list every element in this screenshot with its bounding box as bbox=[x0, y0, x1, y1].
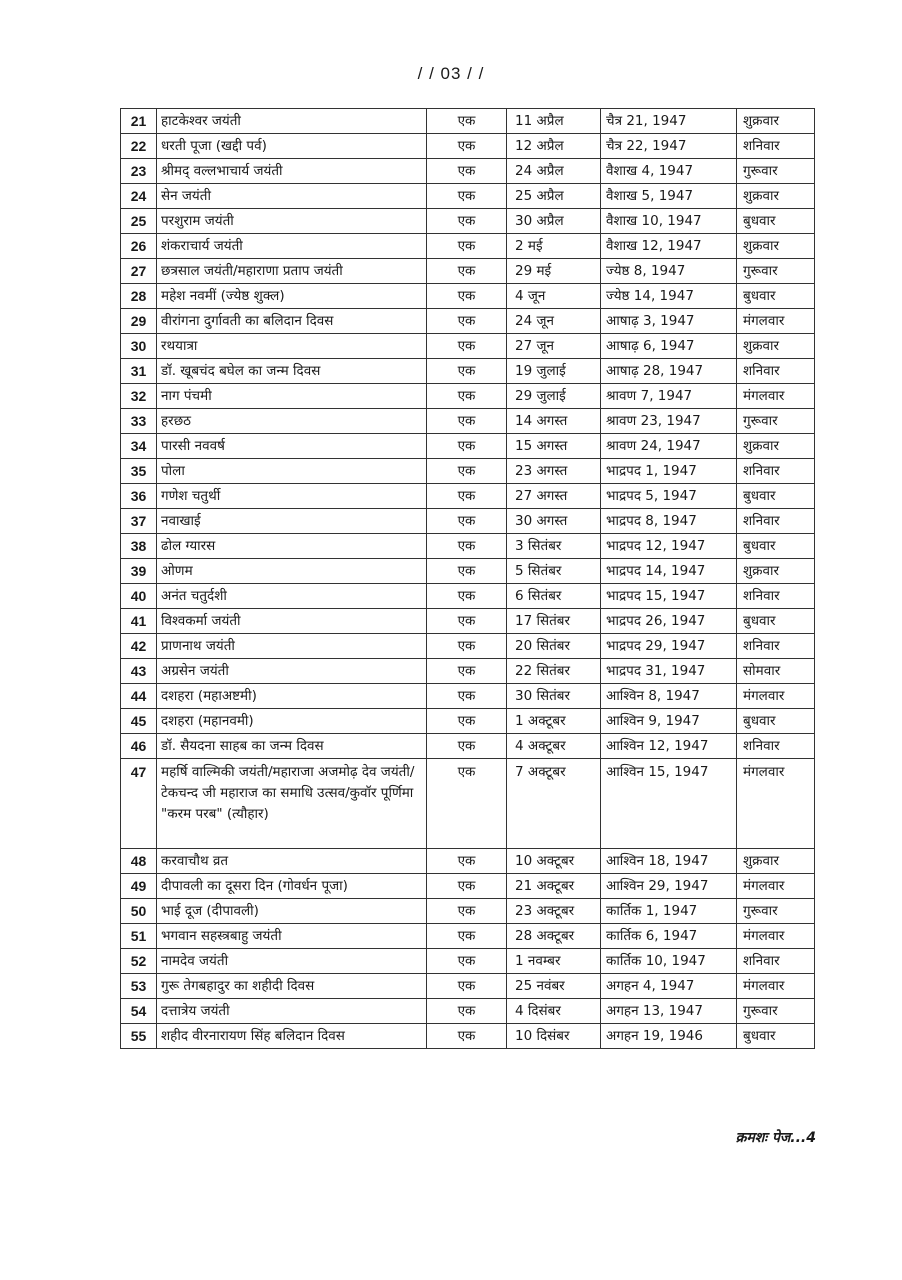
serial-number-cell: 40 bbox=[121, 584, 157, 609]
weekday-cell: शुक्रवार bbox=[737, 109, 815, 134]
date-cell: 30 सितंबर bbox=[507, 684, 601, 709]
weekday-cell: बुधवार bbox=[737, 534, 815, 559]
day-count-cell: एक bbox=[427, 999, 507, 1024]
table-row bbox=[121, 259, 815, 284]
weekday-cell: मंगलवार bbox=[737, 684, 815, 709]
holiday-name-cell: विश्वकर्मा जयंती bbox=[157, 609, 427, 634]
table-row bbox=[121, 559, 815, 584]
saka-date-cell: चैत्र 21, 1947 bbox=[601, 109, 737, 134]
serial-number-cell: 32 bbox=[121, 384, 157, 409]
date-cell: 10 दिसंबर bbox=[507, 1024, 601, 1049]
holiday-name-cell: ढोल ग्यारस bbox=[157, 534, 427, 559]
saka-date-cell: भाद्रपद 5, 1947 bbox=[601, 484, 737, 509]
saka-date-cell: आश्विन 8, 1947 bbox=[601, 684, 737, 709]
date-cell: 14 अगस्त bbox=[507, 409, 601, 434]
saka-date-cell: भाद्रपद 26, 1947 bbox=[601, 609, 737, 634]
date-cell: 23 अगस्त bbox=[507, 459, 601, 484]
table-row bbox=[121, 309, 815, 334]
holiday-name-cell: भगवान सहस्त्रबाहु जयंती bbox=[157, 924, 427, 949]
table-row bbox=[121, 359, 815, 384]
saka-date-cell: भाद्रपद 31, 1947 bbox=[601, 659, 737, 684]
date-cell: 1 अक्टूबर bbox=[507, 709, 601, 734]
holiday-table-body bbox=[121, 109, 815, 1049]
saka-date-cell: वैशाख 5, 1947 bbox=[601, 184, 737, 209]
serial-number-cell: 23 bbox=[121, 159, 157, 184]
serial-number-cell: 47 bbox=[121, 759, 157, 849]
table-row bbox=[121, 509, 815, 534]
weekday-cell: शनिवार bbox=[737, 134, 815, 159]
day-count-cell: एक bbox=[427, 949, 507, 974]
saka-date-cell: आषाढ़ 28, 1947 bbox=[601, 359, 737, 384]
table-row bbox=[121, 634, 815, 659]
saka-date-cell: कार्तिक 10, 1947 bbox=[601, 949, 737, 974]
saka-date-cell: भाद्रपद 12, 1947 bbox=[601, 534, 737, 559]
holiday-name-cell: पारसी नववर्ष bbox=[157, 434, 427, 459]
date-cell: 21 अक्टूबर bbox=[507, 874, 601, 899]
holiday-name-cell: धरती पूजा (खद्दी पर्व) bbox=[157, 134, 427, 159]
date-cell: 2 मई bbox=[507, 234, 601, 259]
table-row bbox=[121, 709, 815, 734]
serial-number-cell: 36 bbox=[121, 484, 157, 509]
saka-date-cell: आश्विन 18, 1947 bbox=[601, 849, 737, 874]
serial-number-cell: 26 bbox=[121, 234, 157, 259]
table-row bbox=[121, 849, 815, 874]
serial-number-cell: 45 bbox=[121, 709, 157, 734]
day-count-cell: एक bbox=[427, 874, 507, 899]
day-count-cell: एक bbox=[427, 1024, 507, 1049]
saka-date-cell: कार्तिक 6, 1947 bbox=[601, 924, 737, 949]
table-row bbox=[121, 534, 815, 559]
saka-date-cell: आषाढ़ 6, 1947 bbox=[601, 334, 737, 359]
holiday-name-cell: श्रीमद् वल्लभाचार्य जयंती bbox=[157, 159, 427, 184]
weekday-cell: शनिवार bbox=[737, 584, 815, 609]
date-cell: 15 अगस्त bbox=[507, 434, 601, 459]
saka-date-cell: ज्येष्ठ 8, 1947 bbox=[601, 259, 737, 284]
holiday-name-cell: रथयात्रा bbox=[157, 334, 427, 359]
day-count-cell: एक bbox=[427, 359, 507, 384]
serial-number-cell: 30 bbox=[121, 334, 157, 359]
holiday-name-cell: हरछठ bbox=[157, 409, 427, 434]
day-count-cell: एक bbox=[427, 484, 507, 509]
date-cell: 3 सितंबर bbox=[507, 534, 601, 559]
table-row bbox=[121, 584, 815, 609]
day-count-cell: एक bbox=[427, 709, 507, 734]
table-row bbox=[121, 899, 815, 924]
day-count-cell: एक bbox=[427, 434, 507, 459]
holiday-name-cell: छत्रसाल जयंती/महाराणा प्रताप जयंती bbox=[157, 259, 427, 284]
holiday-name-cell: दीपावली का दूसरा दिन (गोवर्धन पूजा) bbox=[157, 874, 427, 899]
saka-date-cell: वैशाख 10, 1947 bbox=[601, 209, 737, 234]
serial-number-cell: 52 bbox=[121, 949, 157, 974]
table-row bbox=[121, 974, 815, 999]
date-cell: 29 मई bbox=[507, 259, 601, 284]
date-cell: 5 सितंबर bbox=[507, 559, 601, 584]
date-cell: 27 जून bbox=[507, 334, 601, 359]
table-row bbox=[121, 434, 815, 459]
day-count-cell: एक bbox=[427, 924, 507, 949]
table-row bbox=[121, 384, 815, 409]
day-count-cell: एक bbox=[427, 409, 507, 434]
serial-number-cell: 50 bbox=[121, 899, 157, 924]
saka-date-cell: श्रावण 24, 1947 bbox=[601, 434, 737, 459]
date-cell: 20 सितंबर bbox=[507, 634, 601, 659]
page-number: / / 03 / / bbox=[417, 64, 485, 83]
weekday-cell: सोमवार bbox=[737, 659, 815, 684]
serial-number-cell: 21 bbox=[121, 109, 157, 134]
serial-number-cell: 37 bbox=[121, 509, 157, 534]
day-count-cell: एक bbox=[427, 109, 507, 134]
saka-date-cell: आश्विन 29, 1947 bbox=[601, 874, 737, 899]
saka-date-cell: वैशाख 4, 1947 bbox=[601, 159, 737, 184]
holiday-name-cell: गणेश चतुर्थी bbox=[157, 484, 427, 509]
table-row bbox=[121, 949, 815, 974]
date-cell: 30 अप्रैल bbox=[507, 209, 601, 234]
date-cell: 1 नवम्बर bbox=[507, 949, 601, 974]
serial-number-cell: 53 bbox=[121, 974, 157, 999]
day-count-cell: एक bbox=[427, 459, 507, 484]
day-count-cell: एक bbox=[427, 134, 507, 159]
serial-number-cell: 29 bbox=[121, 309, 157, 334]
table-row bbox=[121, 284, 815, 309]
serial-number-cell: 55 bbox=[121, 1024, 157, 1049]
day-count-cell: एक bbox=[427, 634, 507, 659]
holiday-name-cell: शंकराचार्य जयंती bbox=[157, 234, 427, 259]
serial-number-cell: 48 bbox=[121, 849, 157, 874]
table-row bbox=[121, 209, 815, 234]
saka-date-cell: आश्विन 15, 1947 bbox=[601, 759, 737, 849]
date-cell: 24 जून bbox=[507, 309, 601, 334]
serial-number-cell: 33 bbox=[121, 409, 157, 434]
saka-date-cell: अगहन 19, 1946 bbox=[601, 1024, 737, 1049]
table-row bbox=[121, 459, 815, 484]
table-row bbox=[121, 134, 815, 159]
day-count-cell: एक bbox=[427, 684, 507, 709]
weekday-cell: शुक्रवार bbox=[737, 434, 815, 459]
saka-date-cell: भाद्रपद 15, 1947 bbox=[601, 584, 737, 609]
day-count-cell: एक bbox=[427, 284, 507, 309]
holiday-name-cell: नाग पंचमी bbox=[157, 384, 427, 409]
saka-date-cell: श्रावण 23, 1947 bbox=[601, 409, 737, 434]
table-row bbox=[121, 734, 815, 759]
weekday-cell: शनिवार bbox=[737, 949, 815, 974]
day-count-cell: एक bbox=[427, 659, 507, 684]
weekday-cell: मंगलवार bbox=[737, 874, 815, 899]
weekday-cell: गुरूवार bbox=[737, 899, 815, 924]
holiday-name-cell: दशहरा (महाअष्टमी) bbox=[157, 684, 427, 709]
serial-number-cell: 41 bbox=[121, 609, 157, 634]
table-row bbox=[121, 234, 815, 259]
serial-number-cell: 35 bbox=[121, 459, 157, 484]
weekday-cell: गुरूवार bbox=[737, 409, 815, 434]
holiday-name-cell: डॉ. सैयदना साहब का जन्म दिवस bbox=[157, 734, 427, 759]
weekday-cell: मंगलवार bbox=[737, 924, 815, 949]
table-row bbox=[121, 159, 815, 184]
weekday-cell: मंगलवार bbox=[737, 759, 815, 849]
table-row bbox=[121, 924, 815, 949]
weekday-cell: मंगलवार bbox=[737, 974, 815, 999]
date-cell: 25 अप्रैल bbox=[507, 184, 601, 209]
date-cell: 7 अक्टूबर bbox=[507, 759, 601, 849]
serial-number-cell: 27 bbox=[121, 259, 157, 284]
weekday-cell: गुरूवार bbox=[737, 259, 815, 284]
table-row bbox=[121, 1024, 815, 1049]
holiday-name-cell: ओणम bbox=[157, 559, 427, 584]
weekday-cell: शनिवार bbox=[737, 734, 815, 759]
date-cell: 17 सितंबर bbox=[507, 609, 601, 634]
day-count-cell: एक bbox=[427, 534, 507, 559]
date-cell: 19 जुलाई bbox=[507, 359, 601, 384]
weekday-cell: गुरूवार bbox=[737, 159, 815, 184]
holiday-name-cell: भाई दूज (दीपावली) bbox=[157, 899, 427, 924]
holiday-name-cell: सेन जयंती bbox=[157, 184, 427, 209]
serial-number-cell: 25 bbox=[121, 209, 157, 234]
table-row bbox=[121, 874, 815, 899]
holiday-name-cell: पोला bbox=[157, 459, 427, 484]
table-row bbox=[121, 999, 815, 1024]
day-count-cell: एक bbox=[427, 209, 507, 234]
day-count-cell: एक bbox=[427, 159, 507, 184]
date-cell: 30 अगस्त bbox=[507, 509, 601, 534]
day-count-cell: एक bbox=[427, 334, 507, 359]
holiday-name-cell: प्राणनाथ जयंती bbox=[157, 634, 427, 659]
serial-number-cell: 22 bbox=[121, 134, 157, 159]
weekday-cell: शुक्रवार bbox=[737, 184, 815, 209]
serial-number-cell: 38 bbox=[121, 534, 157, 559]
date-cell: 25 नवंबर bbox=[507, 974, 601, 999]
weekday-cell: बुधवार bbox=[737, 484, 815, 509]
serial-number-cell: 42 bbox=[121, 634, 157, 659]
serial-number-cell: 49 bbox=[121, 874, 157, 899]
serial-number-cell: 51 bbox=[121, 924, 157, 949]
day-count-cell: एक bbox=[427, 234, 507, 259]
day-count-cell: एक bbox=[427, 559, 507, 584]
weekday-cell: मंगलवार bbox=[737, 384, 815, 409]
saka-date-cell: भाद्रपद 14, 1947 bbox=[601, 559, 737, 584]
weekday-cell: बुधवार bbox=[737, 209, 815, 234]
saka-date-cell: भाद्रपद 8, 1947 bbox=[601, 509, 737, 534]
weekday-cell: मंगलवार bbox=[737, 309, 815, 334]
continued-note: क्रमशः पेज...4 bbox=[735, 1130, 816, 1146]
day-count-cell: एक bbox=[427, 609, 507, 634]
holiday-table bbox=[120, 108, 815, 1049]
weekday-cell: बुधवार bbox=[737, 284, 815, 309]
holiday-name-cell: नामदेव जयंती bbox=[157, 949, 427, 974]
weekday-cell: शनिवार bbox=[737, 634, 815, 659]
weekday-cell: शुक्रवार bbox=[737, 559, 815, 584]
weekday-cell: बुधवार bbox=[737, 709, 815, 734]
table-row bbox=[121, 109, 815, 134]
weekday-cell: बुधवार bbox=[737, 1024, 815, 1049]
holiday-name-cell: हाटकेश्वर जयंती bbox=[157, 109, 427, 134]
date-cell: 10 अक्टूबर bbox=[507, 849, 601, 874]
saka-date-cell: अगहन 4, 1947 bbox=[601, 974, 737, 999]
date-cell: 28 अक्टूबर bbox=[507, 924, 601, 949]
weekday-cell: शनिवार bbox=[737, 509, 815, 534]
holiday-name-cell: नवाखाई bbox=[157, 509, 427, 534]
date-cell: 4 अक्टूबर bbox=[507, 734, 601, 759]
serial-number-cell: 54 bbox=[121, 999, 157, 1024]
day-count-cell: एक bbox=[427, 849, 507, 874]
saka-date-cell: अगहन 13, 1947 bbox=[601, 999, 737, 1024]
holiday-name-cell: महर्षि वाल्मिकी जयंती/महाराजा अजमोढ़ देव जयंती/टेकचन्द जी महाराज का समाधि उत्सव/कुवॉर पूर्णिमा "करम परब" (त्यौहार) bbox=[157, 759, 427, 849]
weekday-cell: बुधवार bbox=[737, 609, 815, 634]
day-count-cell: एक bbox=[427, 974, 507, 999]
weekday-cell: शुक्रवार bbox=[737, 234, 815, 259]
saka-date-cell: भाद्रपद 1, 1947 bbox=[601, 459, 737, 484]
serial-number-cell: 24 bbox=[121, 184, 157, 209]
table-row bbox=[121, 184, 815, 209]
serial-number-cell: 31 bbox=[121, 359, 157, 384]
serial-number-cell: 44 bbox=[121, 684, 157, 709]
saka-date-cell: कार्तिक 1, 1947 bbox=[601, 899, 737, 924]
holiday-name-cell: वीरांगना दुर्गावती का बलिदान दिवस bbox=[157, 309, 427, 334]
day-count-cell: एक bbox=[427, 759, 507, 849]
serial-number-cell: 34 bbox=[121, 434, 157, 459]
serial-number-cell: 46 bbox=[121, 734, 157, 759]
serial-number-cell: 43 bbox=[121, 659, 157, 684]
holiday-name-cell: डॉ. खूबचंद बघेल का जन्म दिवस bbox=[157, 359, 427, 384]
date-cell: 29 जुलाई bbox=[507, 384, 601, 409]
saka-date-cell: चैत्र 22, 1947 bbox=[601, 134, 737, 159]
table-row bbox=[121, 609, 815, 634]
date-cell: 11 अप्रैल bbox=[507, 109, 601, 134]
date-cell: 12 अप्रैल bbox=[507, 134, 601, 159]
day-count-cell: एक bbox=[427, 384, 507, 409]
holiday-name-cell: अग्रसेन जयंती bbox=[157, 659, 427, 684]
holiday-name-cell: करवाचौथ व्रत bbox=[157, 849, 427, 874]
table-row bbox=[121, 334, 815, 359]
weekday-cell: शुक्रवार bbox=[737, 849, 815, 874]
day-count-cell: एक bbox=[427, 309, 507, 334]
holiday-name-cell: दत्तात्रेय जयंती bbox=[157, 999, 427, 1024]
holiday-name-cell: गुरू तेगबहादुर का शहीदी दिवस bbox=[157, 974, 427, 999]
weekday-cell: शनिवार bbox=[737, 459, 815, 484]
holiday-name-cell: परशुराम जयंती bbox=[157, 209, 427, 234]
holiday-name-cell: दशहरा (महानवमी) bbox=[157, 709, 427, 734]
table-row bbox=[121, 659, 815, 684]
serial-number-cell: 28 bbox=[121, 284, 157, 309]
weekday-cell: शुक्रवार bbox=[737, 334, 815, 359]
table-row bbox=[121, 684, 815, 709]
saka-date-cell: आषाढ़ 3, 1947 bbox=[601, 309, 737, 334]
date-cell: 4 जून bbox=[507, 284, 601, 309]
day-count-cell: एक bbox=[427, 259, 507, 284]
holiday-name-cell: शहीद वीरनारायण सिंह बलिदान दिवस bbox=[157, 1024, 427, 1049]
saka-date-cell: आश्विन 9, 1947 bbox=[601, 709, 737, 734]
saka-date-cell: श्रावण 7, 1947 bbox=[601, 384, 737, 409]
date-cell: 23 अक्टूबर bbox=[507, 899, 601, 924]
holiday-name-cell: महेश नवमीं (ज्येष्ठ शुक्ल) bbox=[157, 284, 427, 309]
saka-date-cell: वैशाख 12, 1947 bbox=[601, 234, 737, 259]
holiday-name-cell: अनंत चतुर्दशी bbox=[157, 584, 427, 609]
day-count-cell: एक bbox=[427, 509, 507, 534]
date-cell: 24 अप्रैल bbox=[507, 159, 601, 184]
weekday-cell: शनिवार bbox=[737, 359, 815, 384]
table-row bbox=[121, 484, 815, 509]
date-cell: 4 दिसंबर bbox=[507, 999, 601, 1024]
serial-number-cell: 39 bbox=[121, 559, 157, 584]
day-count-cell: एक bbox=[427, 734, 507, 759]
table-row bbox=[121, 759, 815, 849]
date-cell: 22 सितंबर bbox=[507, 659, 601, 684]
date-cell: 27 अगस्त bbox=[507, 484, 601, 509]
day-count-cell: एक bbox=[427, 584, 507, 609]
saka-date-cell: आश्विन 12, 1947 bbox=[601, 734, 737, 759]
weekday-cell: गुरूवार bbox=[737, 999, 815, 1024]
date-cell: 6 सितंबर bbox=[507, 584, 601, 609]
saka-date-cell: ज्येष्ठ 14, 1947 bbox=[601, 284, 737, 309]
table-row bbox=[121, 409, 815, 434]
saka-date-cell: भाद्रपद 29, 1947 bbox=[601, 634, 737, 659]
day-count-cell: एक bbox=[427, 899, 507, 924]
day-count-cell: एक bbox=[427, 184, 507, 209]
